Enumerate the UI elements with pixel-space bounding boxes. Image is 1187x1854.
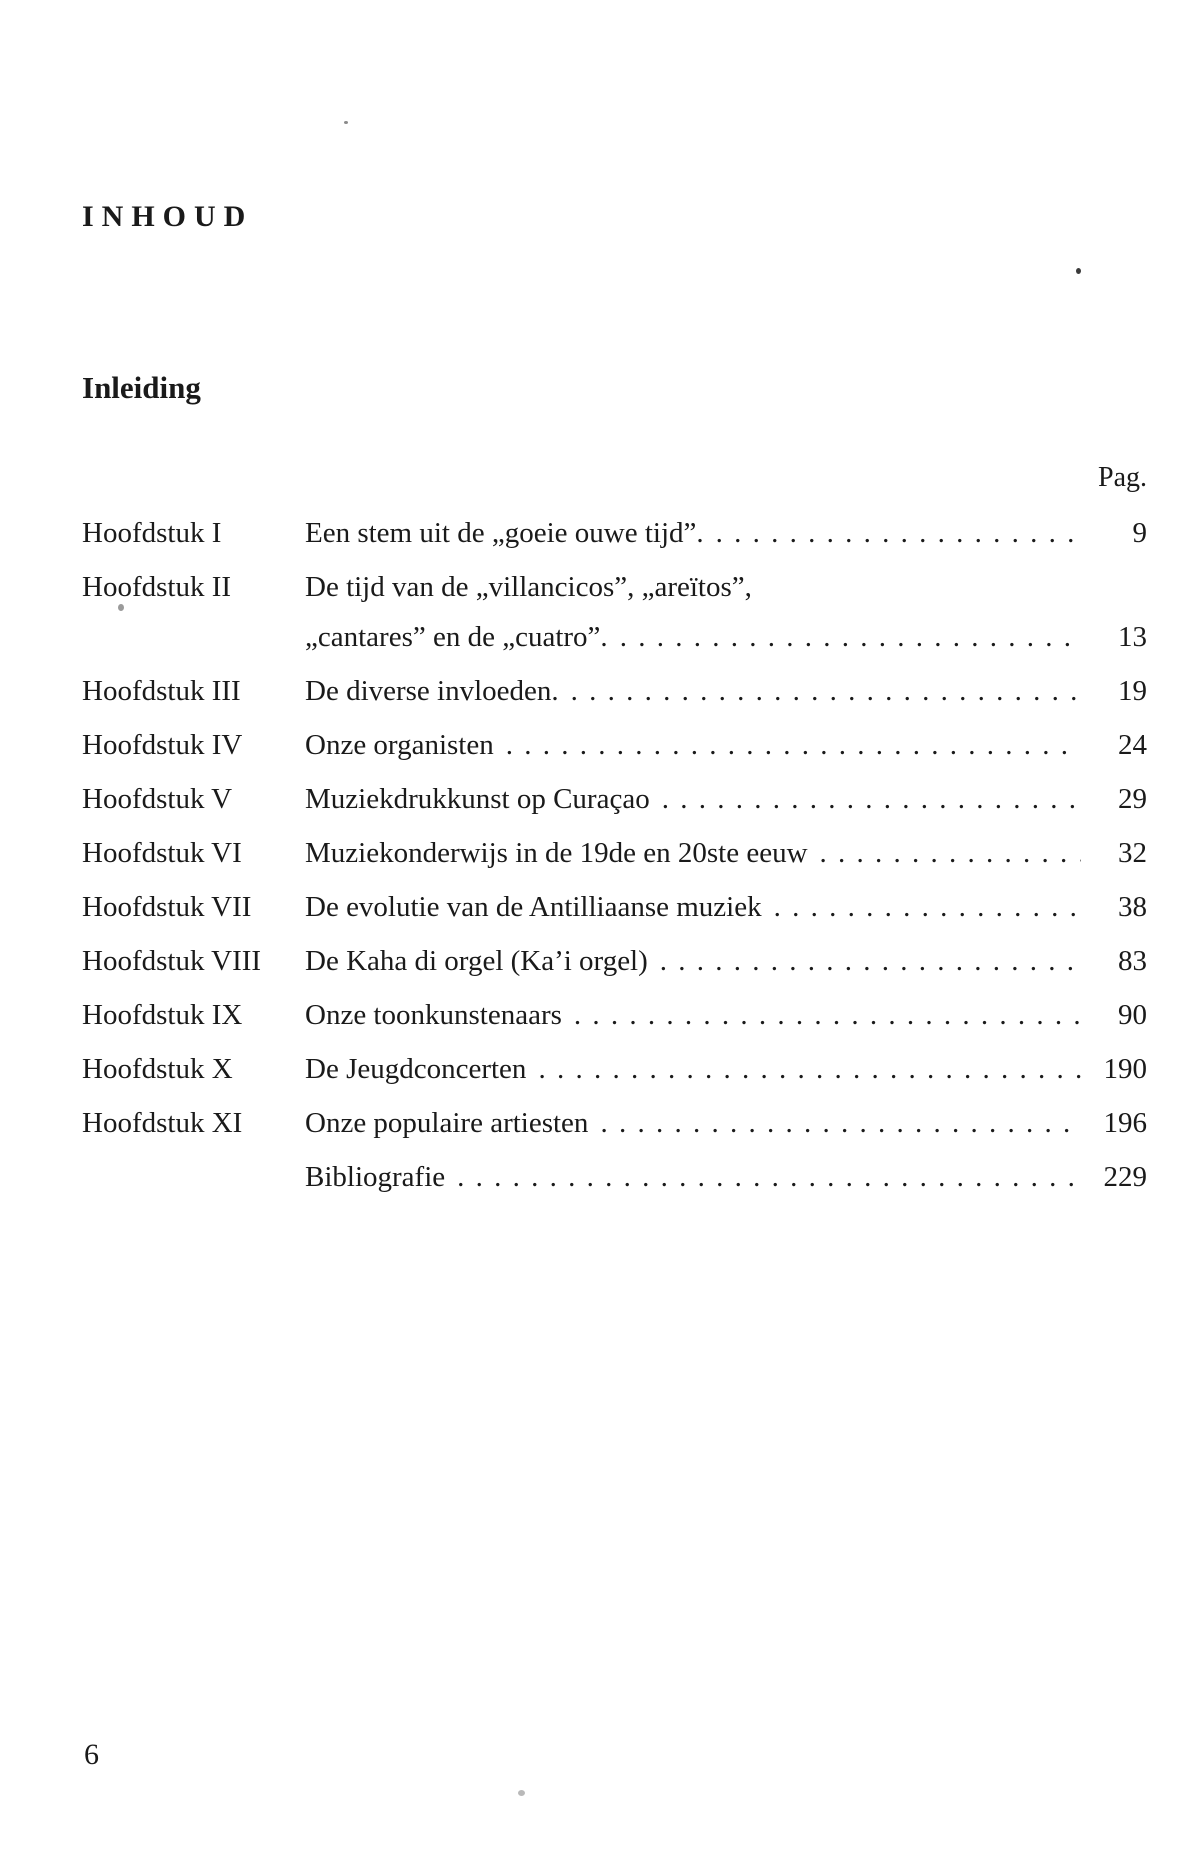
entry-lines [305,990,1147,1040]
toc-page-number: 229 [1103,1161,1147,1193]
toc-page-number: 32 [1118,837,1147,869]
scan-speck [118,604,124,611]
chapter-label: Hoofdstuk II [82,571,232,603]
toc-title-text: Muziekonderwijs in de 19de en 20ste eeuw [305,837,808,869]
toc-page-number: 38 [1118,891,1147,923]
toc-title-line [305,990,1147,1040]
toc-page-number: 19 [1118,675,1147,707]
entry-lines [305,882,1147,932]
toc-page-number: 29 [1118,783,1147,815]
toc-title-text: Muziekdrukkunst op Curaçao [305,783,650,815]
toc-title-text: Een stem uit de „goeie ouwe tijd”. [305,517,704,549]
leader-dots [562,990,1081,1040]
toc-title-line [305,666,1147,716]
page-title: INHOUD [82,200,254,234]
toc-title-line [305,828,1147,878]
toc-entry [82,508,1147,558]
toc-title-line [305,936,1147,986]
toc-title-text: De evolutie van de Antilliaanse muziek [305,891,762,923]
entry-lines [305,1098,1147,1148]
toc-page-number: 9 [1132,517,1147,549]
toc-page-number: 24 [1118,729,1147,761]
toc-title-line [305,562,1147,612]
chapter-label: Hoofdstuk X [82,1053,233,1085]
toc-title-line [305,1044,1147,1094]
toc-title-line [305,508,1147,558]
chapter-label: Hoofdstuk VIII [82,945,262,977]
toc-title-line [305,774,1147,824]
entry-lines [305,828,1147,878]
toc-page-number: 83 [1118,945,1147,977]
toc-page-number: 13 [1118,621,1147,653]
scan-speck [344,121,348,124]
leader-dots [650,774,1081,824]
toc-entries [82,508,1147,1206]
toc-title-line [305,612,1147,662]
leader-dots [648,936,1081,986]
chapter-label: Hoofdstuk VII [82,891,252,923]
toc-entry [82,1152,1147,1202]
toc-title-text: De Kaha di orgel (Ka’i orgel) [305,945,648,977]
toc-entry [82,828,1147,878]
entry-lines [305,1152,1147,1202]
leader-dots [588,1098,1081,1148]
entry-lines [305,936,1147,986]
chapter-label: Hoofdstuk V [82,783,233,815]
toc-page-number: 196 [1103,1107,1147,1139]
toc-entry [82,666,1147,716]
toc-title-text: Onze organisten [305,729,494,761]
toc-entry [82,562,1147,662]
leader-dots [608,612,1081,662]
leader-dots [762,882,1081,932]
chapter-label: Hoofdstuk XI [82,1107,243,1139]
chapter-label: Hoofdstuk I [82,517,222,549]
toc-title-line [305,1098,1147,1148]
toc-title-text: Onze populaire artiesten [305,1107,589,1139]
leader-dots [704,508,1081,558]
toc-entry [82,936,1147,986]
leader-dots [445,1152,1081,1202]
scan-speck [518,1790,525,1796]
chapter-label: Hoofdstuk VI [82,837,242,869]
chapter-label: Hoofdstuk IX [82,999,243,1031]
toc-title-text: De Jeugdconcerten [305,1053,527,1085]
toc-entry [82,990,1147,1040]
page-column-header: Pag. [1098,462,1147,493]
toc-title-text: „cantares” en de „cuatro”. [305,621,608,653]
toc-title-text: De diverse invloeden. [305,675,559,707]
toc-entry [82,1098,1147,1148]
leader-dots [559,666,1081,716]
leader-dots [494,720,1081,770]
entry-lines [305,562,1147,662]
toc-entry [82,1044,1147,1094]
entry-lines [305,508,1147,558]
toc-page-number: 90 [1118,999,1147,1031]
toc-entry [82,774,1147,824]
leader-dots [526,1044,1081,1094]
toc-title-text: Onze toonkunstenaars [305,999,562,1031]
toc-title-text: De tijd van de „villancicos”, „areïtos”, [305,571,752,603]
scan-speck [1076,268,1081,274]
toc-entry [82,720,1147,770]
toc-entry [82,882,1147,932]
toc-title-line [305,882,1147,932]
toc-title-text: Bibliografie [305,1161,446,1193]
leader-dots [808,828,1081,878]
toc-title-line [305,1152,1147,1202]
entry-lines [305,1044,1147,1094]
section-heading-inleiding: Inleiding [82,369,201,405]
toc-page-number: 190 [1103,1053,1147,1085]
chapter-label: Hoofdstuk IV [82,729,243,761]
toc-title-line [305,720,1147,770]
chapter-label: Hoofdstuk III [82,675,241,707]
entry-lines [305,666,1147,716]
entry-lines [305,720,1147,770]
page-number-folio: 6 [84,1738,99,1771]
entry-lines [305,774,1147,824]
